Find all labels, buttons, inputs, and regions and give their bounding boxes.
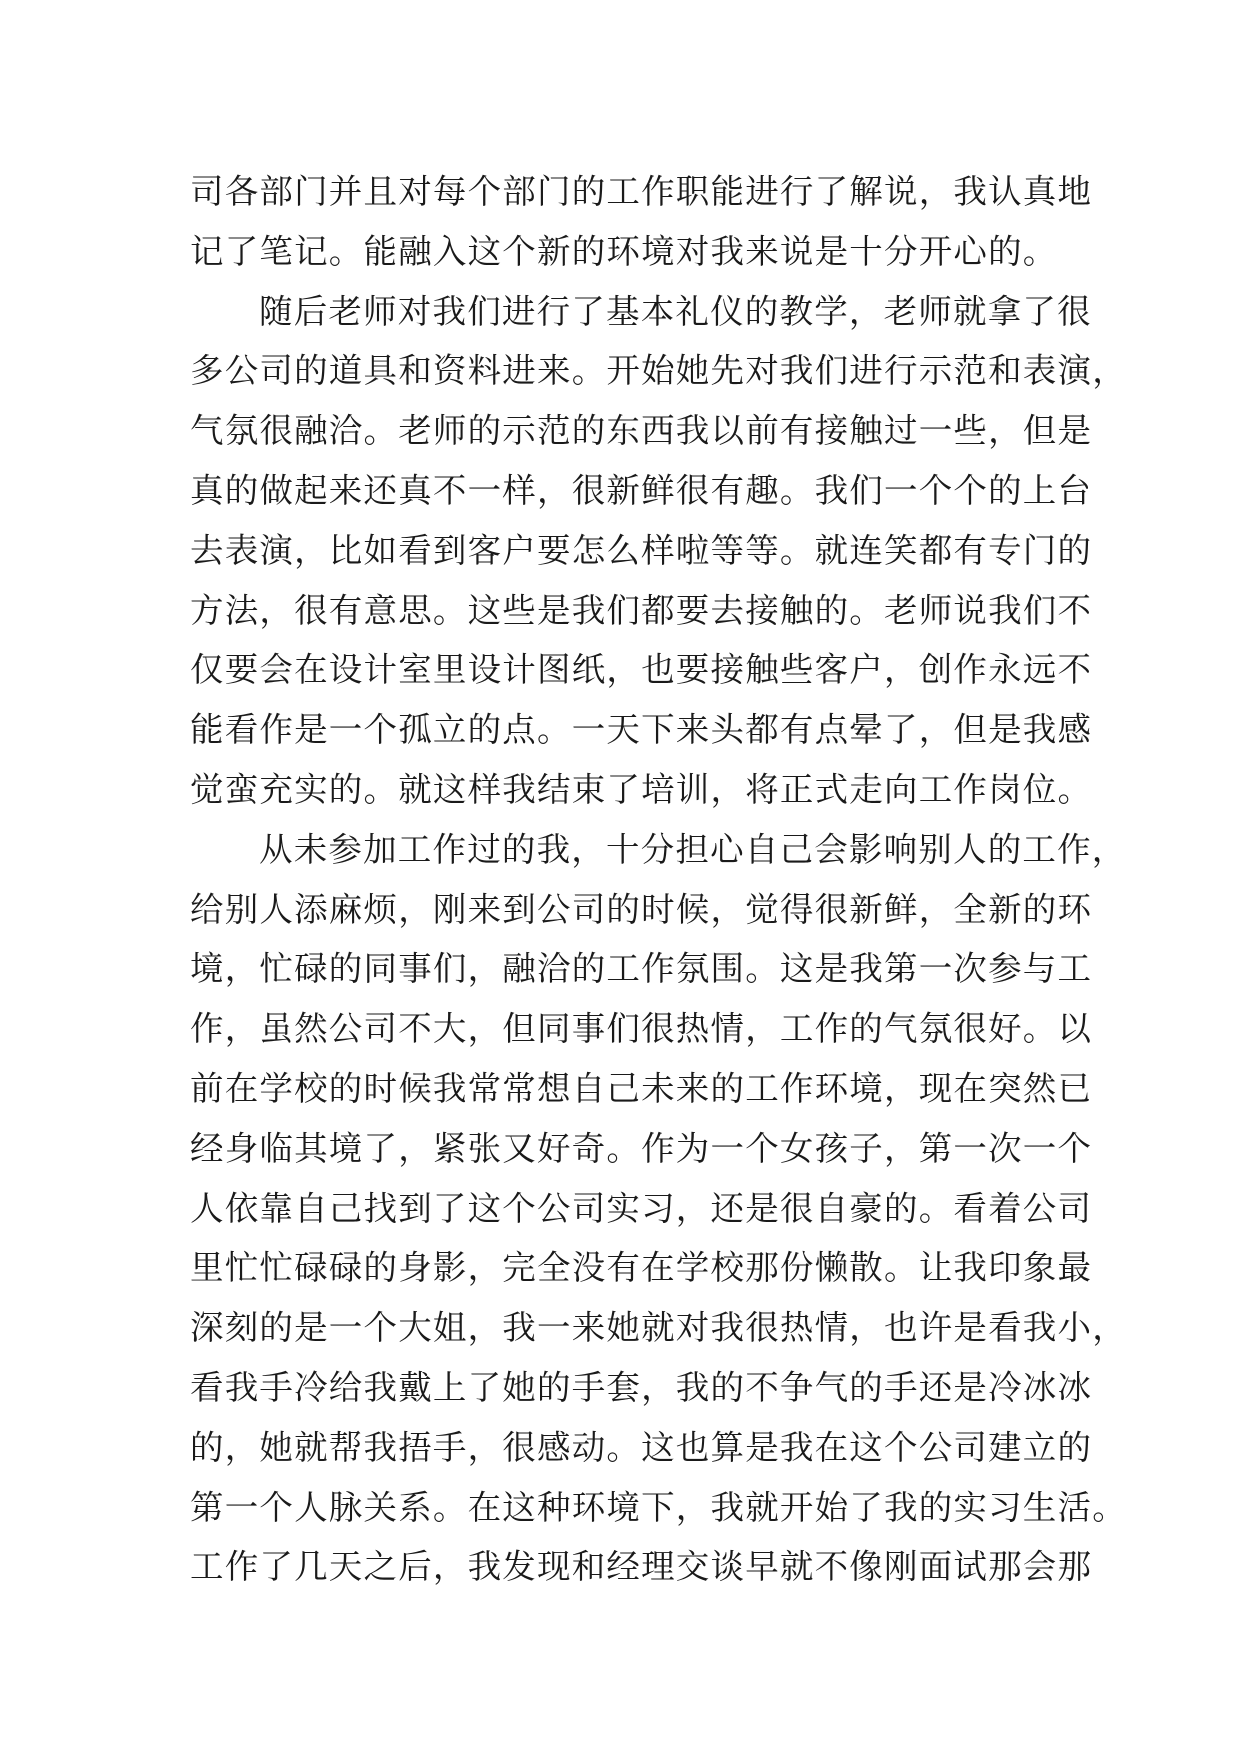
- text-line: 能看作是一个孤立的点。一天下来头都有点晕了，但是我感: [190, 710, 1093, 750]
- text-line: 多公司的道具和资料进来。开始她先对我们进行示范和表演，: [190, 351, 1127, 391]
- text-line: 觉蛮充实的。就这样我结束了培训，将正式走向工作岗位。: [190, 769, 1093, 809]
- text-line: 里忙忙碌碌的身影，完全没有在学校那份懒散。让我印象最: [190, 1248, 1093, 1288]
- text-line: 境，忙碌的同事们，融洽的工作氛围。这是我第一次参与工: [190, 949, 1093, 989]
- text-line: 气氛很融洽。老师的示范的东西我以前有接触过一些，但是: [190, 411, 1093, 451]
- text-line: 去表演，比如看到客户要怎么样啦等等。就连笑都有专门的: [190, 530, 1093, 570]
- text-line: 深刻的是一个大姐，我一来她就对我很热情，也许是看我小，: [190, 1308, 1127, 1348]
- text-line: 的，她就帮我捂手，很感动。这也算是我在这个公司建立的: [190, 1427, 1093, 1467]
- text-line: 作，虽然公司不大，但同事们很热情，工作的气氛很好。以: [190, 1009, 1093, 1049]
- text-line: 司各部门并且对每个部门的工作职能进行了解说，我认真地: [190, 172, 1093, 211]
- text-line: 经身临其境了，紧张又好奇。作为一个女孩子，第一次一个: [190, 1128, 1093, 1168]
- paragraph-first-line: 随后老师对我们进行了基本礼仪的教学，老师就拿了很: [259, 291, 1092, 331]
- text-line: 工作了几天之后，我发现和经理交谈早就不像刚面试那会那: [190, 1547, 1093, 1587]
- text-line: 方法，很有意思。这些是我们都要去接触的。老师说我们不: [190, 590, 1093, 630]
- text-line: 看我手冷给我戴上了她的手套，我的不争气的手还是冷冰冰: [190, 1367, 1093, 1407]
- text-line: 记了笔记。能融入这个新的环境对我来说是十分开心的。: [190, 231, 1058, 271]
- text-line: 第一个人脉关系。在这种环境下，我就开始了我的实习生活。: [190, 1487, 1127, 1527]
- text-line: 真的做起来还真不一样，很新鲜很有趣。我们一个个的上台: [190, 470, 1093, 510]
- text-line: 仅要会在设计室里设计图纸，也要接触些客户，创作永远不: [190, 650, 1093, 690]
- text-line: 给别人添麻烦，刚来到公司的时候，觉得很新鲜，全新的环: [190, 889, 1093, 929]
- paragraph-first-line: 从未参加工作过的我，十分担心自己会影响别人的工作，: [259, 829, 1127, 869]
- text-line: 人依靠自己找到了这个公司实习，还是很自豪的。看着公司: [190, 1188, 1093, 1228]
- document-body-text: [190, 162, 1127, 1597]
- text-line: 前在学校的时候我常常想自己未来的工作环境，现在突然已: [190, 1068, 1093, 1108]
